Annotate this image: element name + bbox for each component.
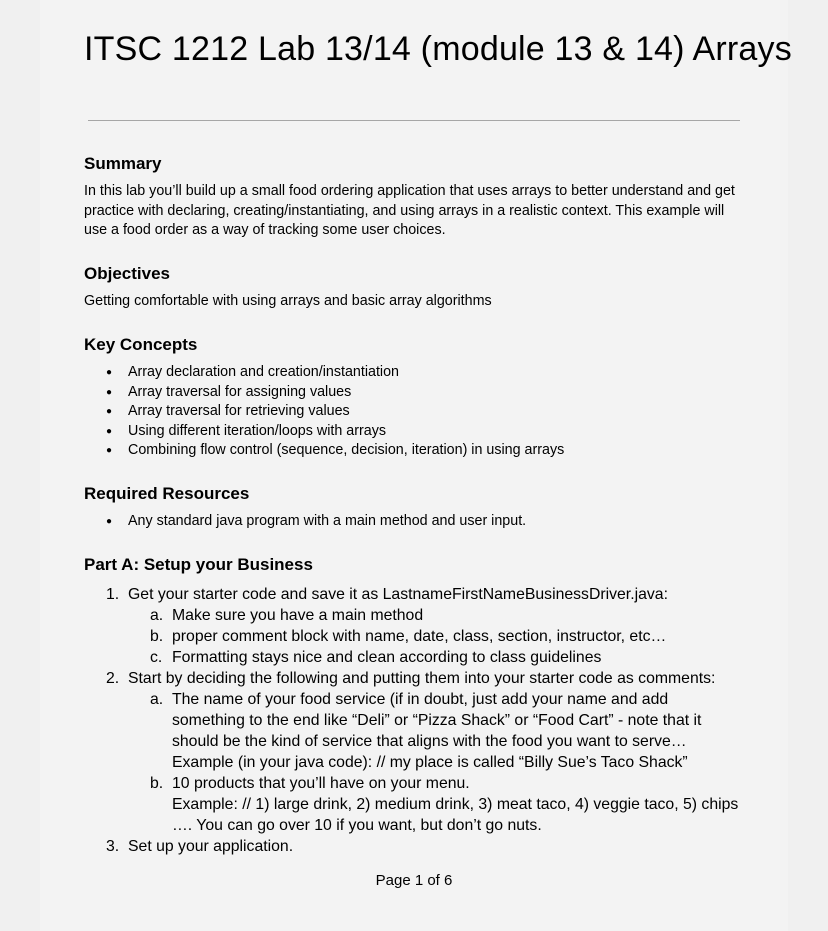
objectives-heading: Objectives xyxy=(84,264,170,283)
title-divider xyxy=(88,120,740,121)
list-item: ● Array declaration and creation/instantiation xyxy=(84,363,564,383)
step-1c xyxy=(84,647,749,668)
step-2 xyxy=(84,668,749,689)
step-number: 2. xyxy=(106,670,120,687)
list-item: ● Array traversal for retrieving values xyxy=(84,402,564,422)
document-page xyxy=(40,0,792,931)
step-3 xyxy=(84,836,749,857)
key-concepts-list xyxy=(84,363,564,461)
substep-text-line: something to the end like “Deli” or “Pizza Shack” or “Food Cart” - note that it xyxy=(172,712,702,729)
step-text: Start by deciding the following and putting them into your starter code as comments: xyxy=(128,670,716,687)
page-number: Page 1 of 6 xyxy=(375,872,453,889)
substep-text: Formatting stays nice and clean according to class guidelines xyxy=(172,649,602,666)
key-concepts-heading: Key Concepts xyxy=(84,335,198,354)
step-2a xyxy=(84,689,749,710)
step-number: 1. xyxy=(106,586,120,603)
substep-text: The name of your food service (if in doubt, just add your name and add xyxy=(172,691,669,708)
substep-letter: c. xyxy=(150,649,163,666)
part-a-steps xyxy=(84,584,749,857)
list-item: ● Combining flow control (sequence, decision, iteration) in using arrays xyxy=(84,441,564,461)
document-title: ITSC 1212 Lab 13/14 (module 13 & 14) Arrays xyxy=(84,30,792,68)
summary-heading: Summary xyxy=(84,154,162,173)
step-1a xyxy=(84,605,749,626)
list-item: ● Any standard java program with a main method and user input. xyxy=(84,512,526,532)
objectives-text: Getting comfortable with using arrays and basic array algorithms xyxy=(84,293,492,309)
required-resources-heading: Required Resources xyxy=(84,484,250,503)
substep-text: 10 products that you’ll have on your menu. xyxy=(172,775,470,792)
substep-letter: a. xyxy=(150,607,164,624)
step-2b xyxy=(84,773,749,794)
substep-text-line: …. You can go over 10 if you want, but don’t go nuts. xyxy=(172,817,542,834)
page-margin-right xyxy=(788,0,828,931)
page-margin-left xyxy=(0,0,40,931)
substep-letter: b. xyxy=(150,628,164,645)
substep-text-line: should be the kind of service that aligns with the food you want to serve… xyxy=(172,733,687,750)
summary-text: In this lab you’ll build up a small food ordering application that uses arrays to better understand and get practice with declaring, creating/instantiating, and using arrays in a realistic context. This example will use a food order as a way of tracking some user choices. xyxy=(84,183,735,238)
substep-letter: b. xyxy=(150,775,164,792)
step-1b xyxy=(84,626,749,647)
substep-text: Make sure you have a main method xyxy=(172,607,424,624)
step-1 xyxy=(84,584,749,605)
part-a-heading: Part A: Setup your Business xyxy=(84,555,313,574)
substep-text-line: Example: // 1) large drink, 2) medium drink, 3) meat taco, 4) veggie taco, 5) chips xyxy=(172,796,739,813)
list-item: ● Using different iteration/loops with arrays xyxy=(84,422,564,442)
substep-letter: a. xyxy=(150,691,164,708)
substep-text-line: Example (in your java code): // my place is called “Billy Sue’s Taco Shack” xyxy=(172,754,688,771)
step-number: 3. xyxy=(106,838,120,855)
substep-text: proper comment block with name, date, class, section, instructor, etc… xyxy=(172,628,667,645)
step-text: Get your starter code and save it as LastnameFirstNameBusinessDriver.java: xyxy=(128,586,668,603)
list-item: ● Array traversal for assigning values xyxy=(84,383,564,403)
required-resources-list xyxy=(84,512,526,532)
step-text: Set up your application. xyxy=(128,838,294,855)
